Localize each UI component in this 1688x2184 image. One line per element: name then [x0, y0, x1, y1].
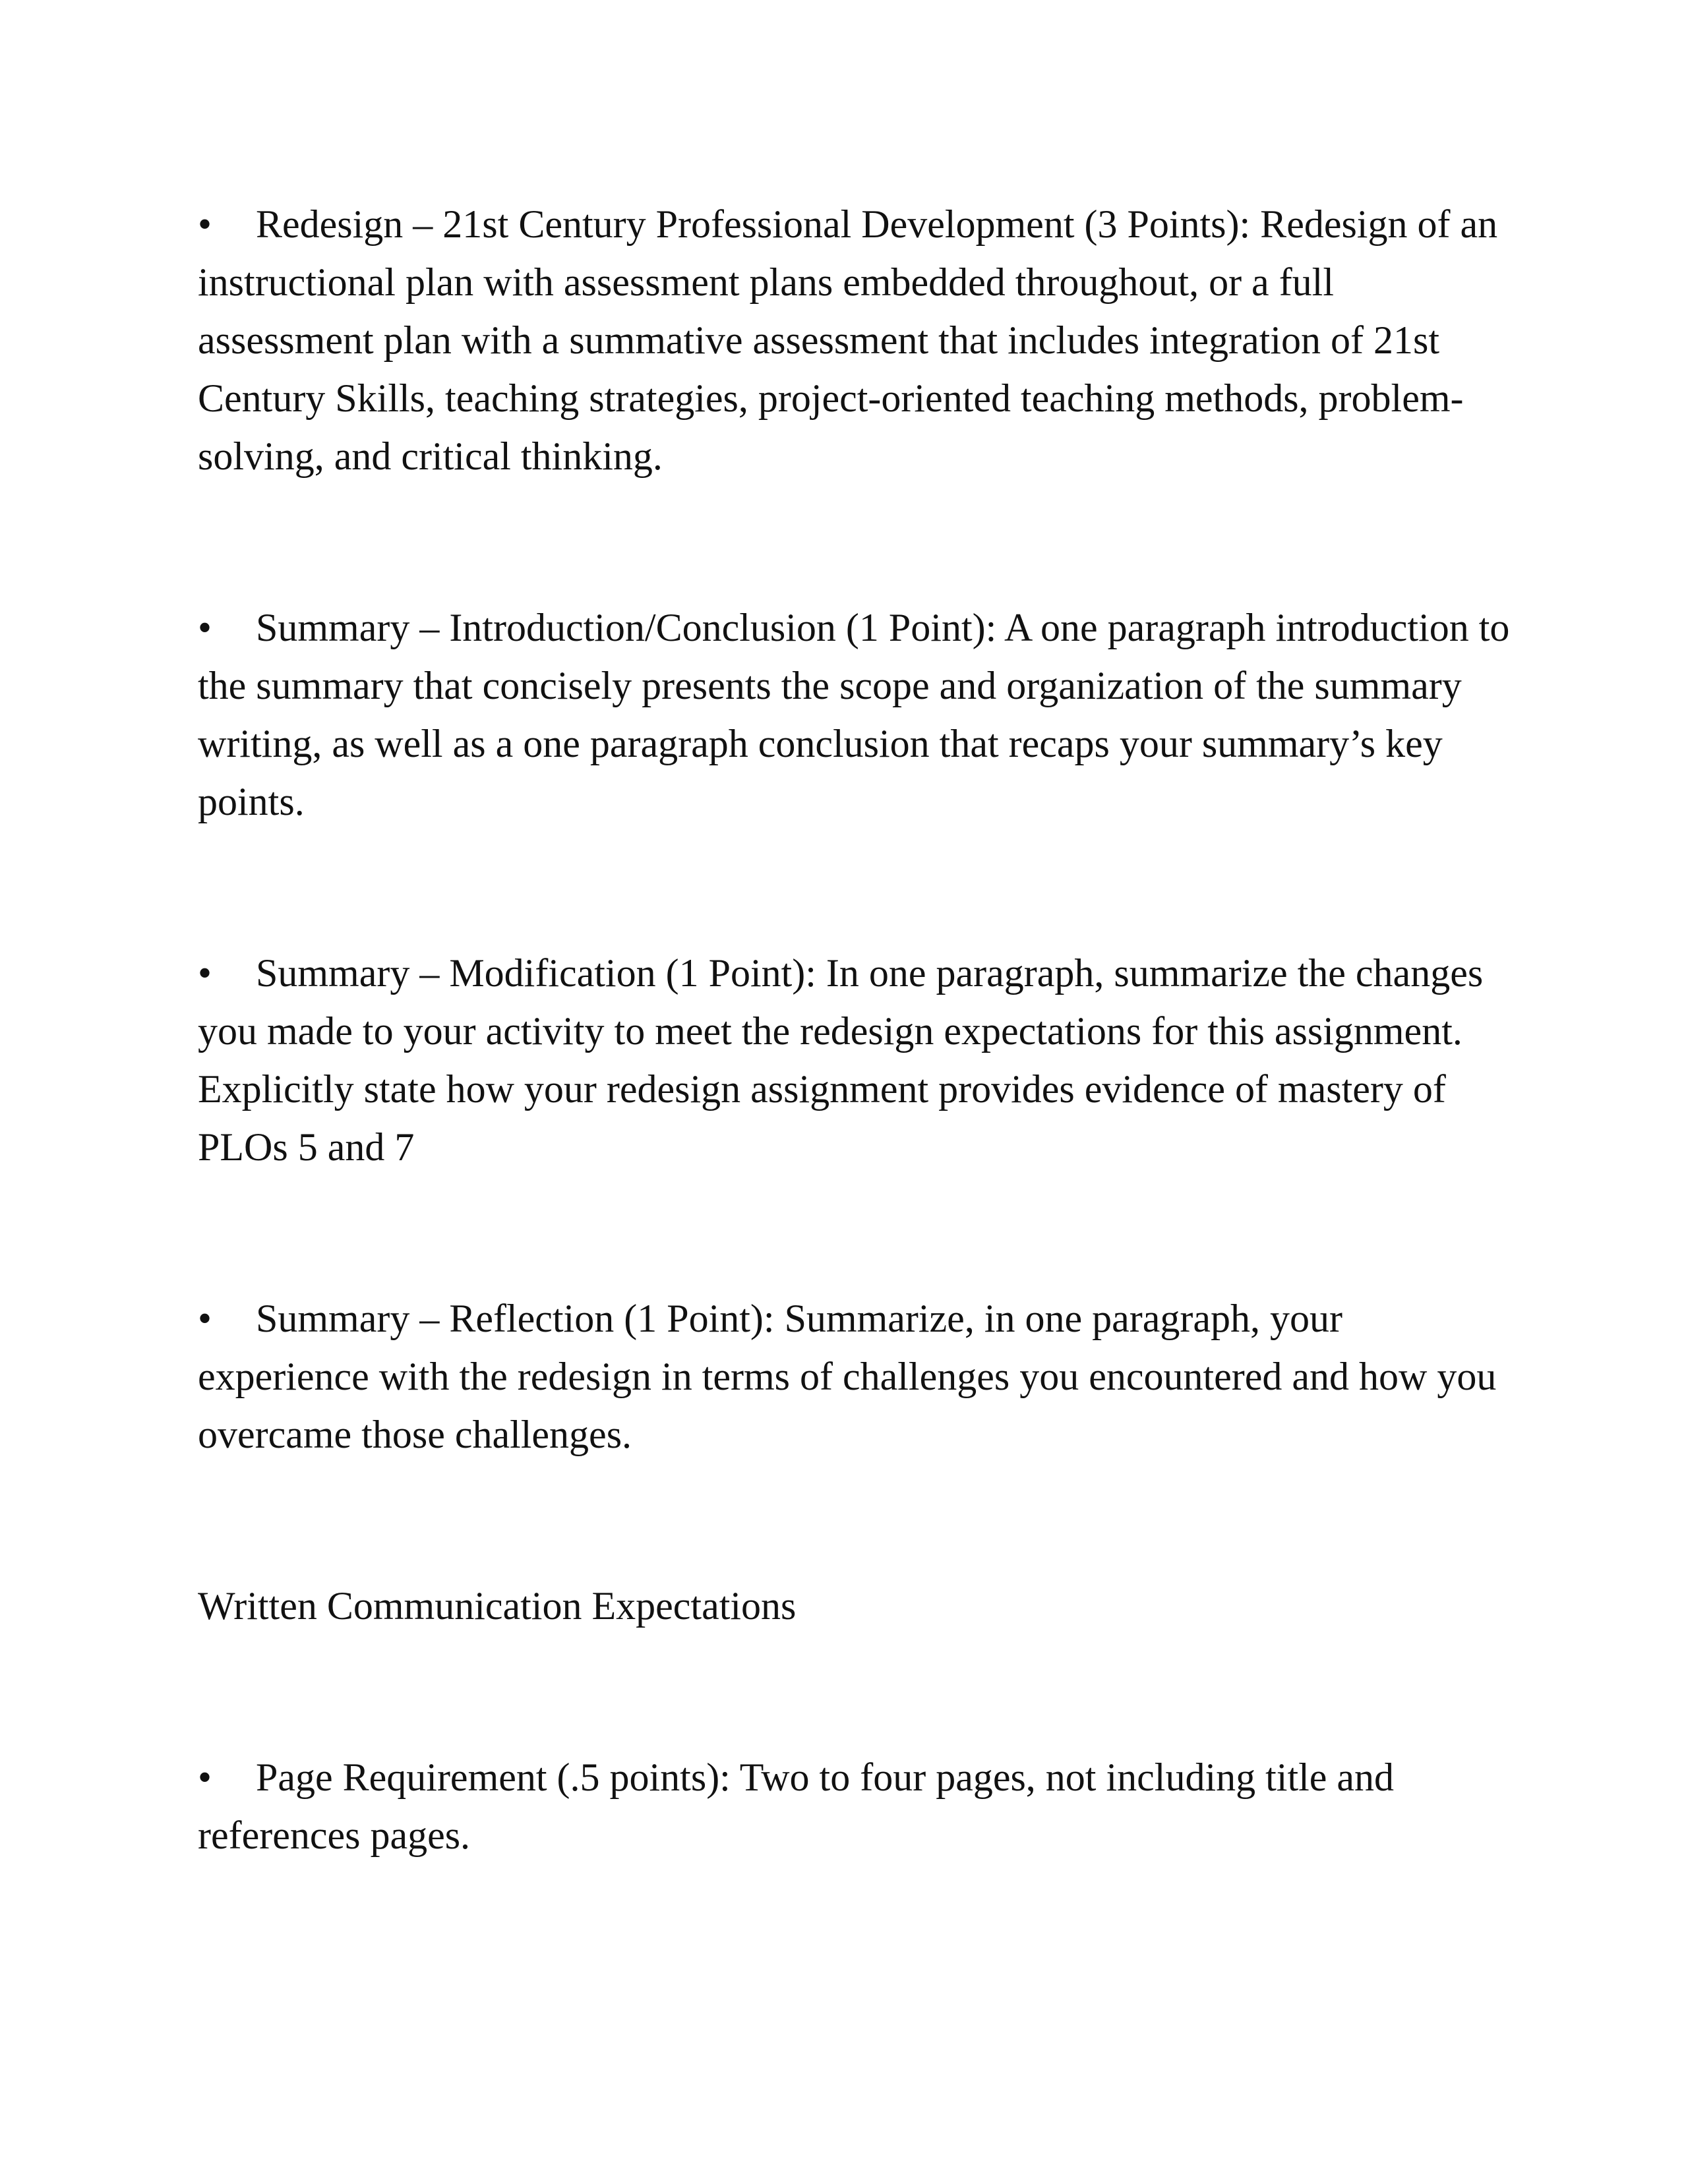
list-item-text: Summary – Reflection (1 Point): Summarize, in one paragraph, your experience with the redesign in terms of challenges you encountered and how you overcame those challenges.: [198, 1297, 1497, 1456]
list-item-text: Summary – Introduction/Conclusion (1 Point): A one paragraph introduction to the summary that concisely presents the scope and organization of the summary writing, as well as a one paragraph conclusion that recaps your summary’s key points.: [198, 606, 1510, 823]
spacer: [198, 485, 1517, 599]
list-item-summary-reflection: [198, 1289, 1517, 1463]
list-item-summary-introduction: [198, 599, 1517, 831]
list-item-redesign: [198, 195, 1517, 485]
bullet-marker: •: [198, 1756, 212, 1799]
list-item-text: Redesign – 21st Century Professional Development (3 Points): Redesign of an instructional plan with assessment plans embedded throughout, or a full assessment plan with a summative assessment that includes integration of 21st Century Skills, teaching strategies, project-oriented teaching methods, problem-solving, and critical thinking.: [198, 202, 1498, 478]
list-item-text: Page Requirement (.5 points): Two to four pages, not including title and references pages.: [198, 1756, 1395, 1857]
bullet-marker: •: [198, 1297, 212, 1340]
bullet-marker: •: [198, 951, 212, 995]
spacer: [198, 1176, 1517, 1289]
bullet-marker: •: [198, 606, 212, 649]
list-item-summary-modification: [198, 944, 1517, 1176]
list-item-page-requirement: [198, 1748, 1517, 1864]
list-item-text: Summary – Modification (1 Point): In one paragraph, summarize the changes you made to your activity to meet the redesign expectations for this assignment. Explicitly state how your redesign assignment provides evidence of mastery of PLOs 5 and 7: [198, 951, 1484, 1169]
bullet-marker: •: [198, 202, 212, 246]
document-page: [198, 195, 1517, 1864]
spacer: [198, 1635, 1517, 1748]
spacer: [198, 1463, 1517, 1577]
section-heading: Written Communication Expectations: [198, 1584, 797, 1628]
spacer: [198, 831, 1517, 944]
